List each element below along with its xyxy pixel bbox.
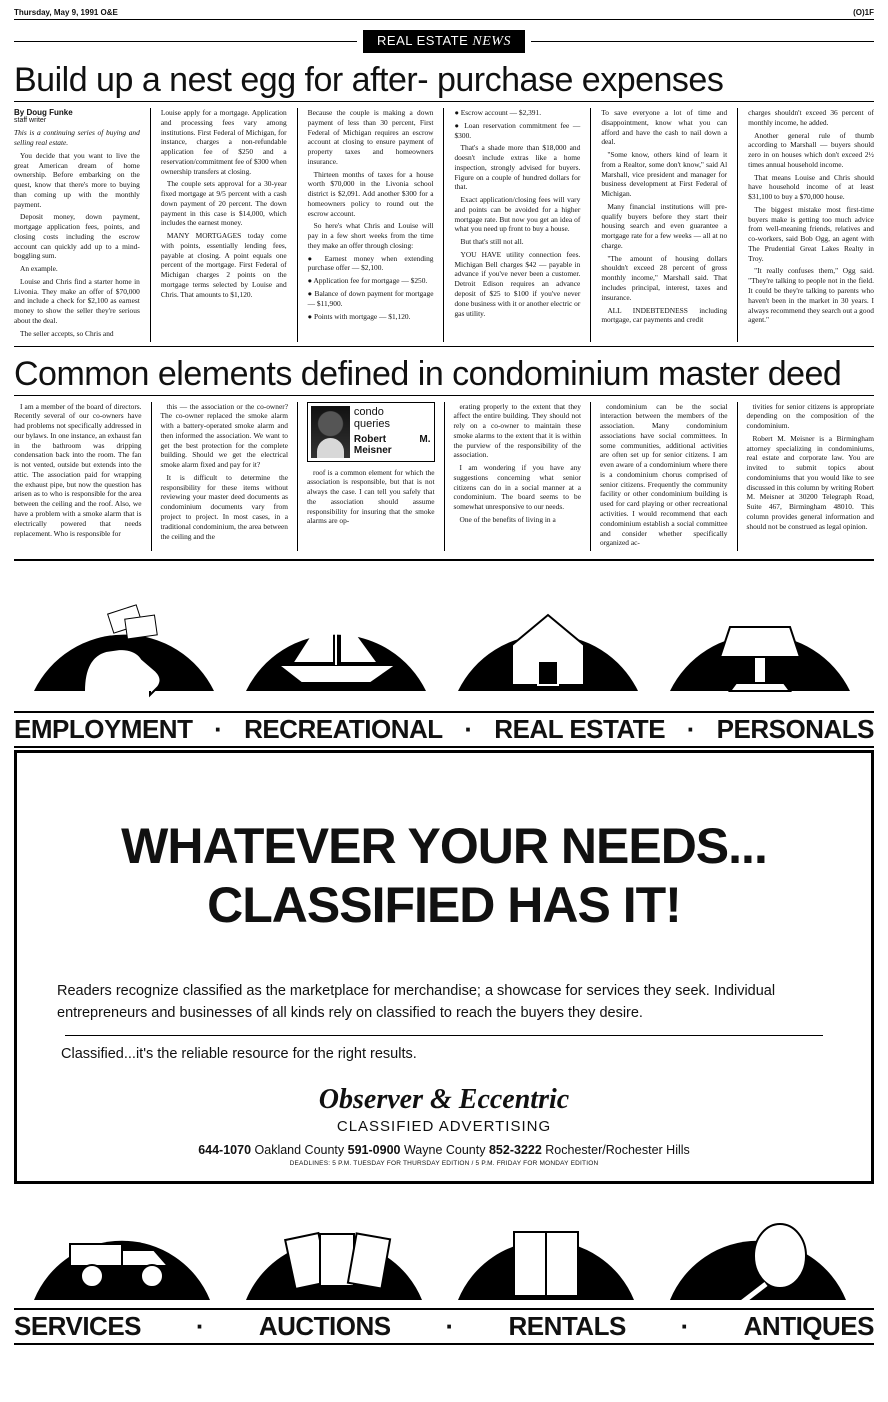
category-recreational[interactable]: RECREATIONAL (244, 714, 443, 745)
story2-rule (14, 395, 874, 396)
phone-number-oakland[interactable]: 644-1070 (198, 1142, 252, 1157)
story1-bullet: ● Application fee for mortgage — $250. (307, 276, 428, 286)
story2-col-2 (161, 402, 289, 551)
story1-bullet: ● Loan reservation commitment fee — $300. (454, 120, 581, 140)
story1-p: Thirteen months of taxes for a house worth $70,000 in the Livonia school district is $2,091. Add another $300 for a homeowners policy to round out the escrow account. (307, 169, 434, 218)
story2-top-rule (14, 346, 874, 347)
phone-area-wayne: Wayne County (403, 1142, 486, 1157)
story2-p: roof is a common element for which the association is responsible, but that is not always the case. I can tell you safely that the association should assume responsibility for insuring that the smoke alarms are op- (307, 467, 435, 526)
story1-p: But that's still not all. (460, 237, 524, 247)
house-icon (458, 594, 638, 691)
story1-p: "Some know, others kind of learn it from a Realtor, some don't know," said Al Marshall, vice president and manager for business development at First Federal of Michigan. (601, 150, 728, 199)
publication-logo-sub: CLASSIFIED ADVERTISING (336, 1117, 552, 1135)
tennis-racket-icon (670, 1224, 846, 1304)
story1-bullet: ● Points with mortgage — $1,120. (307, 311, 411, 321)
story2-col-3 (307, 402, 435, 551)
truck-icon (34, 1240, 210, 1299)
queries-author-name: Robert M. Meisner (353, 433, 431, 457)
story1-p: MANY MORTGAGES today come with points, essentially lending fees, payable at closing. A point equals one percent of the mortgage. First Federal of Michigan charges 2 points on the mortgage terms selected by Louise and Chris. That amounts to $1,120. (160, 231, 287, 299)
story2 (14, 346, 874, 551)
story2-headline: Common elements defined in condominium master deed (14, 354, 842, 393)
classified-top-category-line (14, 711, 874, 748)
ad-divider (65, 1035, 823, 1036)
category-auctions[interactable]: AUCTIONS (258, 1310, 391, 1341)
story1-bullet: ● Balance of down payment for mortgage — $11,900. (307, 289, 434, 308)
byline-title: staff writer (14, 117, 47, 125)
section-banner-italic: NEWS (472, 34, 511, 49)
ad-body-text: Readers recognize classified as the marketplace for merchandise; a showcase for services they seek. Individual entrepreneurs and businesses of all kinds rely on classified to reach the buyers they desire. (57, 983, 776, 1021)
category-separator: · (445, 1310, 454, 1341)
story2-p: It is difficult to determine the responsibility for these items without reviewing your master deed documents as condominium documents vary from project to project. In most cases, in a traditional condominium, the area between the ceiling and the (160, 472, 288, 541)
ad-headline-line2: CLASSIFIED HAS IT! (207, 877, 681, 934)
phone-area-rochester: Rochester/Rochester Hills (545, 1142, 690, 1157)
column-divider (590, 108, 591, 342)
column-divider (590, 402, 591, 551)
phone-number-wayne[interactable]: 591-0900 (347, 1142, 401, 1157)
story1-p: Exact application/closing fees will vary and points can be avoided for a higher mortgage rate. But now you get an idea of what you need up front to buy a house. (454, 195, 581, 234)
story2-columns (14, 402, 874, 551)
story2-p: erating properly to the extent that they affect the entire building. They should not rely on a co-owner to maintain these smoke alarms to the extent that it is within the purview of the responsibility of the association. (453, 401, 581, 460)
story2-col-4 (454, 402, 582, 551)
playing-cards-icon (246, 1233, 422, 1300)
cabinet-icon (458, 1232, 634, 1300)
story1-p: The seller accepts, so Chris and (20, 328, 114, 338)
story2-p: I am a member of the board of directors. Recently several of our co-owners have had problems not specifically addressed in our bylaws. In one instance, an exhaust fan in the bathroom was dripping condensation back into the room. The fan is not vented, outside but extends into the attic. The association paid for wrapping the exhaust pipe, but now the question has arisen as to who is responsible for the area between the ceiling and the roof. Also, we have a problem with a smoke alarm that is electrically powered that needs replacement. Who is responsible for (14, 401, 142, 538)
column-divider (443, 108, 444, 342)
queries-label-line1: condo (353, 405, 384, 418)
classified-ad-box (14, 750, 874, 1184)
story1-p: Many financial institutions will pre-qualify buyers before they start their housing search and even guarantee a mortgage rate for a few weeks — all at no charge. (601, 201, 728, 250)
story1-col-4 (454, 108, 580, 342)
phone-list (35, 1143, 853, 1157)
story2-p: Robert M. Meisner is a Birmingham attorney specializing in condominiums, real estate and corporate law. You are invited to submit topics about condominiums that you would like to see discussed in this column by writing Robert M. Meisner at 30200 Telegraph Road, Suite 467, Birmingham 48010. This column provides general information and should not be construed as legal opinion. (746, 433, 874, 531)
category-services[interactable]: SERVICES (14, 1310, 142, 1341)
story1-columns (14, 108, 874, 342)
story2-p: condominium can be the social interaction between the members of the association. Many condominium associations have social committees. In some communities, additional activities are often set up for senior citizens. I am even aware of a condominium where there is a condominium chorus comprised of senior citizens. Frequently the community facility or other condominium building is used for card playing or other recreational activities. I would recommend that each condominium establish a social committee and consider whether specifically organized ac- (600, 401, 728, 548)
section-banner-box (363, 30, 525, 53)
story1-bullet: ● Escrow account — $2,391. (454, 108, 542, 117)
category-antiques[interactable]: ANTIQUES (743, 1310, 874, 1341)
story1-headline: Build up a nest egg for after- purchase expenses (14, 61, 724, 99)
story1-col-2 (161, 108, 287, 342)
byline-name: By Doug Funke (14, 108, 73, 117)
queries-label-line2: queries (353, 417, 390, 430)
story1-p: To save everyone a lot of time and disappointment, know what you can afford and have the cash to nail down a deal. (601, 108, 728, 147)
story1-p: Louise apply for a mortgage. Application and processing fees vary among institutions. First Federal of Michigan, for instance, charges a non-refundable application fee of $250 and a reservation/commitment fee of $300 when ownership transfers at closing. (160, 108, 287, 176)
story1-p: So here's what Chris and Louise will pay in a few short weeks from the time they make an offer through closing: (307, 221, 434, 250)
category-separator: · (214, 714, 223, 745)
story1-p: Deposit money, down payment, mortgage application fees, points, and closing costs including the escrow account can quickly add up to a mind-boggling sum. (14, 212, 140, 261)
category-separator: · (195, 1310, 205, 1341)
classified-bottom-category-line (14, 1308, 874, 1345)
sailboat-icon (246, 599, 426, 691)
story1-p: This is a continuing series of buying and selling real estate. (14, 128, 140, 147)
lamp-icon (670, 627, 850, 691)
category-separator: · (464, 714, 473, 745)
story1-p: ALL INDEBTEDNESS including mortgage, car payments and credit (601, 305, 728, 325)
category-personals[interactable]: PERSONALS (716, 714, 874, 745)
story1-p: You decide that you want to live the great American dream of home ownership. Before embarking on the quest, know that there's more to buying than coming up with the monthly payment. (14, 150, 140, 209)
phone-area-oakland: Oakland County (254, 1142, 345, 1157)
classified-bottom-icons (14, 1188, 874, 1308)
story1-p: YOU HAVE utility connection fees. Michigan Bell charges $42 — payable in advance if you've never been a customer. Detroit Edison requires an advance deposit of $25 to $100 if you've never done business with it or another electric or gas utility. (454, 249, 581, 318)
masthead-date: Thursday, May 9, 1991 O&E (14, 8, 118, 17)
story1-col-3 (308, 108, 434, 342)
condo-queries-box (307, 402, 435, 462)
ad-headline-line1: WHATEVER YOUR NEEDS... (121, 818, 767, 875)
story2-p: tivities for senior citizens is appropriate depending on the composition of the condominium. (746, 401, 874, 431)
story1-p: The couple sets approval for a 30-year fixed mortgage at 9/5 percent with a cash down payment of 20 percent. The down payment in this case is $14,000, which includes the earnest money. (160, 179, 287, 228)
story1-p: Because the couple is making a down payment of less than 30 percent, First Federal of Michigan requires an escrow account at closing to ensure payment of property taxes and homeowners insurance. (307, 108, 434, 166)
category-separator: · (680, 1310, 689, 1341)
masthead (14, 8, 874, 20)
banner-rule-left (14, 41, 357, 42)
story1-p: "It really confuses them," Ogg said. "They're talking to people not in the field. It could be they're talking to parents who haven't been in the market in 30 years. I always recommend they search out a good agent." (748, 266, 874, 325)
category-separator: · (686, 714, 695, 745)
author-photo (311, 406, 350, 458)
category-employment[interactable]: EMPLOYMENT (14, 714, 193, 745)
column-divider (737, 402, 738, 551)
story1-p: That's a shade more than $18,000 and doesn't include extras like a home inspection, strongly advised for buyers. Figure on a couple of hundred dollars for that. (454, 143, 581, 192)
story1-p: The biggest mistake most first-time buyers make is getting too much advice from well-meaning friends, relatives and co-workers, said Bob Ogg, an agent with The Prudential Great Lakes Realty in Troy. (748, 204, 874, 263)
masthead-page-number: (O)1F (853, 8, 874, 17)
column-divider (151, 402, 152, 551)
story1-p: charges shouldn't exceed 36 percent of monthly income, he added. (748, 108, 874, 127)
column-divider (297, 108, 298, 342)
story2-p: One of the benefits of living in a (459, 514, 556, 524)
story1-p: "The amount of housing dollars shouldn't exceed 28 percent of gross monthly income," Marshall said. That includes principal, interest, taxes and insurance. (601, 253, 728, 302)
section-banner-label: REAL ESTATE (377, 33, 469, 48)
story1-col-5 (601, 108, 727, 342)
category-rentals[interactable]: RENTALS (508, 1310, 626, 1341)
story2-col-5 (600, 402, 728, 551)
column-divider (297, 402, 298, 551)
ad-deadlines: DEADLINES: 5 P.M. TUESDAY FOR THURSDAY EDITION / 5 P.M. FRIDAY FOR MONDAY EDITION (289, 1159, 599, 1167)
story1-col-6 (748, 108, 874, 342)
byline (14, 108, 140, 125)
ad-tagline: Classified...it's the reliable resource for the right results. (61, 1045, 417, 1062)
story1-bullet: ● Earnest money when extending purchase offer — $2,100. (307, 253, 434, 273)
story1-p: Louise and Chris find a starter home in Livonia. They make an offer of $70,000 and include a check for $2,100 as earnest money to show the seller they're serious about the deal. (14, 276, 140, 326)
story2-p: I am wondering if you have any suggestions concerning what senior citizens can do in a social manner at a condominium. The board seems to be somewhat unresponsive to our needs. (453, 463, 581, 512)
column-divider (150, 108, 151, 342)
story1-rule (14, 101, 874, 102)
story1-p: That means Louise and Chris should have household income of at least $31,100 to buy a $70,000 house. (748, 172, 874, 202)
story1-p: An example. (20, 264, 58, 274)
classified-top-icons (14, 561, 874, 711)
phone-number-rochester[interactable]: 852-3222 (488, 1142, 542, 1157)
story1-p: Another general rule of thumb according to Marshall — buyers should zero in on houses which don't exceed 2½ times annual household income. (748, 130, 874, 169)
story2-col-6 (747, 402, 875, 551)
classified-ad (14, 559, 874, 1345)
banner-rule-right (531, 41, 874, 42)
story2-p: this — the association or the co-owner? The co-owner replaced the smoke alarm with a battery-operated smoke alarm and then informed the association. We want to get the best protection for the complete building. Should we get the electrical smoke alarm fixed and pay for it? (160, 401, 288, 470)
publication-logo: Observer & Eccentric (318, 1083, 570, 1115)
category-real-estate[interactable]: REAL ESTATE (494, 714, 666, 745)
column-divider (737, 108, 738, 342)
story2-col-1 (14, 402, 142, 551)
story1-col-1 (14, 108, 140, 342)
hand-with-money-icon (34, 605, 214, 695)
column-divider (444, 402, 445, 551)
section-banner (14, 30, 874, 53)
